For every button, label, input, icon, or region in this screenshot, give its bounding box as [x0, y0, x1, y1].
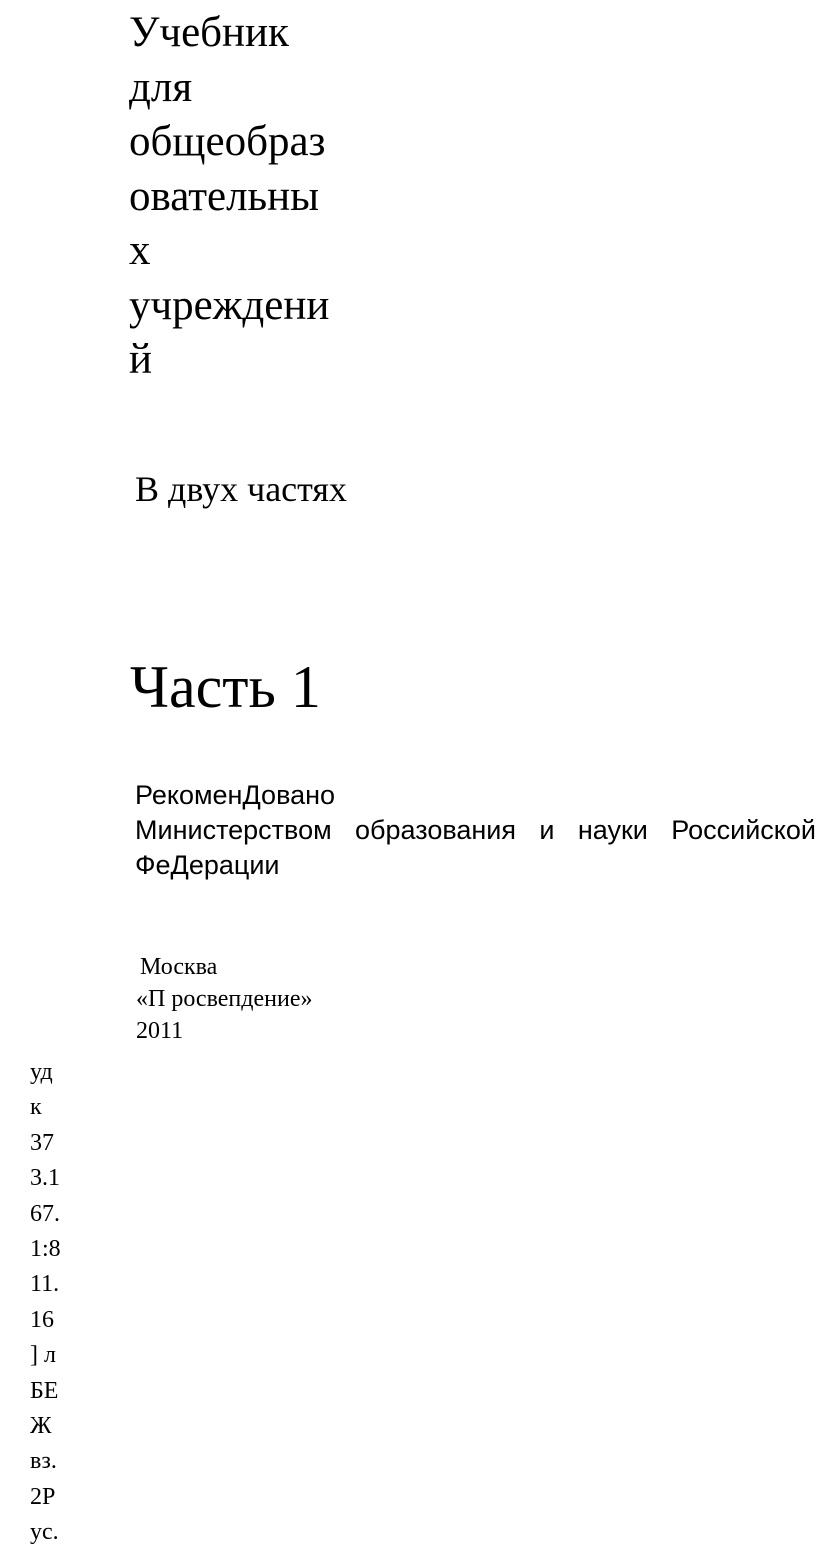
subtitle-line: Учебник — [129, 9, 289, 56]
subtitle-line: й — [129, 336, 153, 383]
parts-note: В двух частях — [135, 469, 347, 509]
udc-line: 37 — [30, 1129, 54, 1156]
subtitle-line: овательны — [129, 172, 320, 220]
udc-line: 67. — [30, 1200, 60, 1227]
part-heading: Часть 1 — [130, 654, 321, 720]
imprint-city: Москва — [140, 954, 218, 980]
subtitle-line: для — [129, 63, 193, 111]
udc-line: 11. — [30, 1271, 60, 1298]
subtitle-block — [129, 6, 329, 388]
udc-column — [30, 1055, 61, 1551]
udc-line: 2Р — [30, 1483, 56, 1510]
recommendation-block — [135, 778, 816, 883]
recommendation-line: РекоменДовано — [135, 780, 336, 810]
recommendation-line: Министерством образования и науки Российской — [135, 815, 816, 845]
udc-line: уд — [30, 1059, 53, 1085]
udc-line: БЕ — [30, 1377, 59, 1404]
subtitle-line: учреждени — [129, 281, 330, 329]
udc-line: 16 — [30, 1306, 54, 1333]
udc-line: к — [30, 1094, 42, 1121]
udc-line: ] л — [30, 1342, 56, 1369]
udc-line: 3.1 — [30, 1165, 60, 1192]
udc-line: Ж — [30, 1413, 52, 1440]
recommendation-line: ФеДерации — [135, 850, 280, 880]
imprint-block — [136, 951, 312, 1047]
udc-line: ус. — [30, 1519, 59, 1546]
subtitle-line: общеобраз — [129, 118, 326, 165]
udc-line: вз. — [30, 1448, 57, 1475]
udc-line: 1:8 — [30, 1236, 61, 1263]
subtitle-line: х — [129, 227, 151, 274]
imprint-publisher: «П росвепдение» — [136, 986, 313, 1012]
imprint-year: 2011 — [136, 1018, 184, 1044]
